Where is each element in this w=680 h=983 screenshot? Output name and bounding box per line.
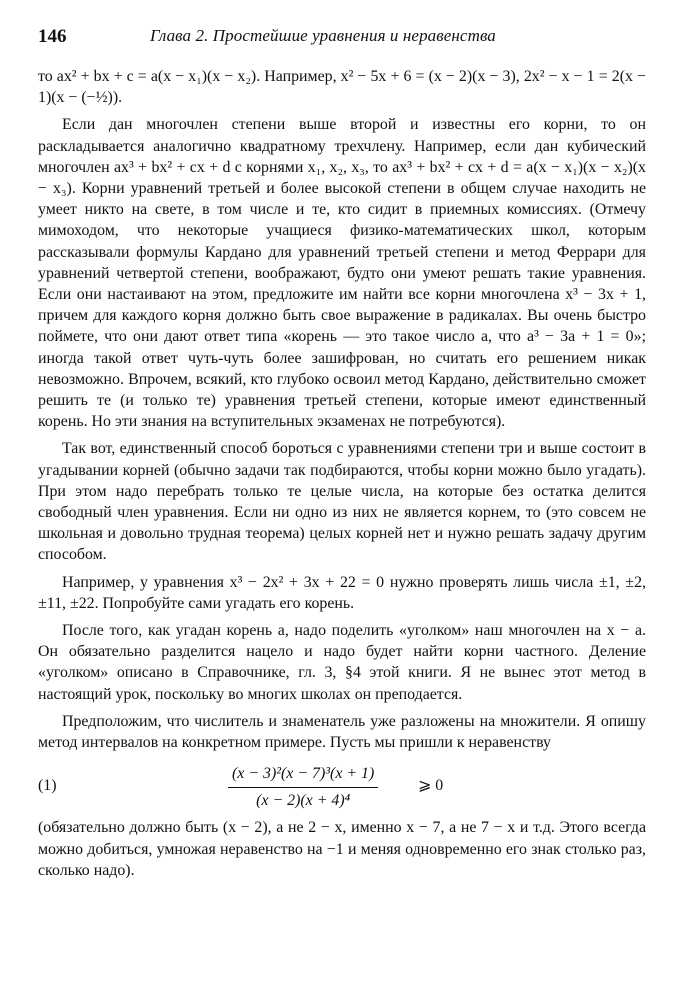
page-header bbox=[38, 14, 646, 47]
paragraph: то ax² + bx + c = a(x − x₁)(x − x₂). Например, x² − 5x + 6 = (x − 2)(x − 3), 2x² − x − 1 = 2(x − 1)(x − (−½)). bbox=[38, 68, 646, 107]
formula-number: (1) bbox=[38, 777, 57, 795]
formula-relation: ⩾ 0 bbox=[418, 777, 444, 795]
paragraph: Так вот, единственный способ бороться с уравнениями степени три и выше состоит в угадывании корней (обычно задачи так подбираются, чтобы корни можно было угадать). При этом надо перебрать только те целые числа, на которые без остатка делится свободный член уравнения. Если ни одно из них не является корнем, то (это совсем не школьная и довольно трудная теорема) целых корней нет и нужно решать задачу другим способом. bbox=[38, 440, 646, 564]
paragraph: Например, у уравнения x³ − 2x² + 3x + 22 = 0 нужно проверять лишь числа ±1, ±2, ±11, ±22. Попробуйте сами угадать его корень. bbox=[38, 573, 646, 612]
paragraph: Если дан многочлен степени выше второй и известны его корни, то он раскладывается аналогично квадратному трехчлену. Например, если дан кубический многочлен ax³ + bx² + cx + d с корнями x₁, x₂, x₃, то ax³ + bx² + cx + d = a(x − x₁)(x − x₂)(x − x₃). Корни уравнений третьей и более высокой степени в общем случае находить не умеет никто на свете, в том числе и те, кто сидит в приемных комиссиях. (Отмечу мимоходом, что некоторые учащиеся физико-математических школ, которым рассказывали формулы Кардано для уравнений третьей степени и метод Феррари для уравнений четвертой степени, воображают, будто они умеют решать такие уравнения. Если они настаивают на этом, предложите им найти все корни многочлена x³ − 3x + 1, причем для каждого корня должно быть свое выражение в радикалах. Вы очень быстро поймете, что они дают ответ типа «корень — это такое число a, что a³ − 3a + 1 = 0»; иногда такой ответ чуть-чуть более зашифрован, но считать его решением никак невозможно. Впрочем, всякий, кто глубоко освоил метод Кардано, действительно сможет решить те (и только те) уравнения третьей степени, которые имеют единственный корень. Но эти знания на вступительных экзаменах не потребуются). bbox=[38, 116, 646, 431]
paragraph: Предположим, что числитель и знаменатель уже разложены на множители. Я опишу метод интервалов на конкретном примере. Пусть мы пришли к неравенству bbox=[38, 712, 646, 752]
page-number: 146 bbox=[38, 26, 67, 47]
display-formula bbox=[38, 763, 646, 809]
paragraph: (обязательно должно быть (x − 2), а не 2 − x, именно x − 7, а не 7 − x и т.д. Этого всегда можно добиться, умножая неравенство на −1 и меняя одновременно его знак столько раз, сколько надо). bbox=[38, 819, 646, 879]
running-head: Глава 2. Простейшие уравнения и неравенства bbox=[150, 26, 496, 45]
fraction-denominator: (x − 2)(x + 4)⁴ bbox=[256, 791, 351, 809]
page-body bbox=[38, 66, 646, 887]
fraction-numerator: (x − 3)²(x − 7)³(x + 1) bbox=[228, 763, 378, 787]
fraction bbox=[228, 763, 378, 810]
paragraph: После того, как угадан корень a, надо поделить «уголком» наш многочлен на x − a. Он обязательно разделится нацело и надо будет найти корни частного. Деление «уголком» описано в Справочнике, гл. 3, §4 этой книги. Я не вынес этот метод в настоящий урок, поскольку во многих школах он преподается. bbox=[38, 622, 646, 703]
